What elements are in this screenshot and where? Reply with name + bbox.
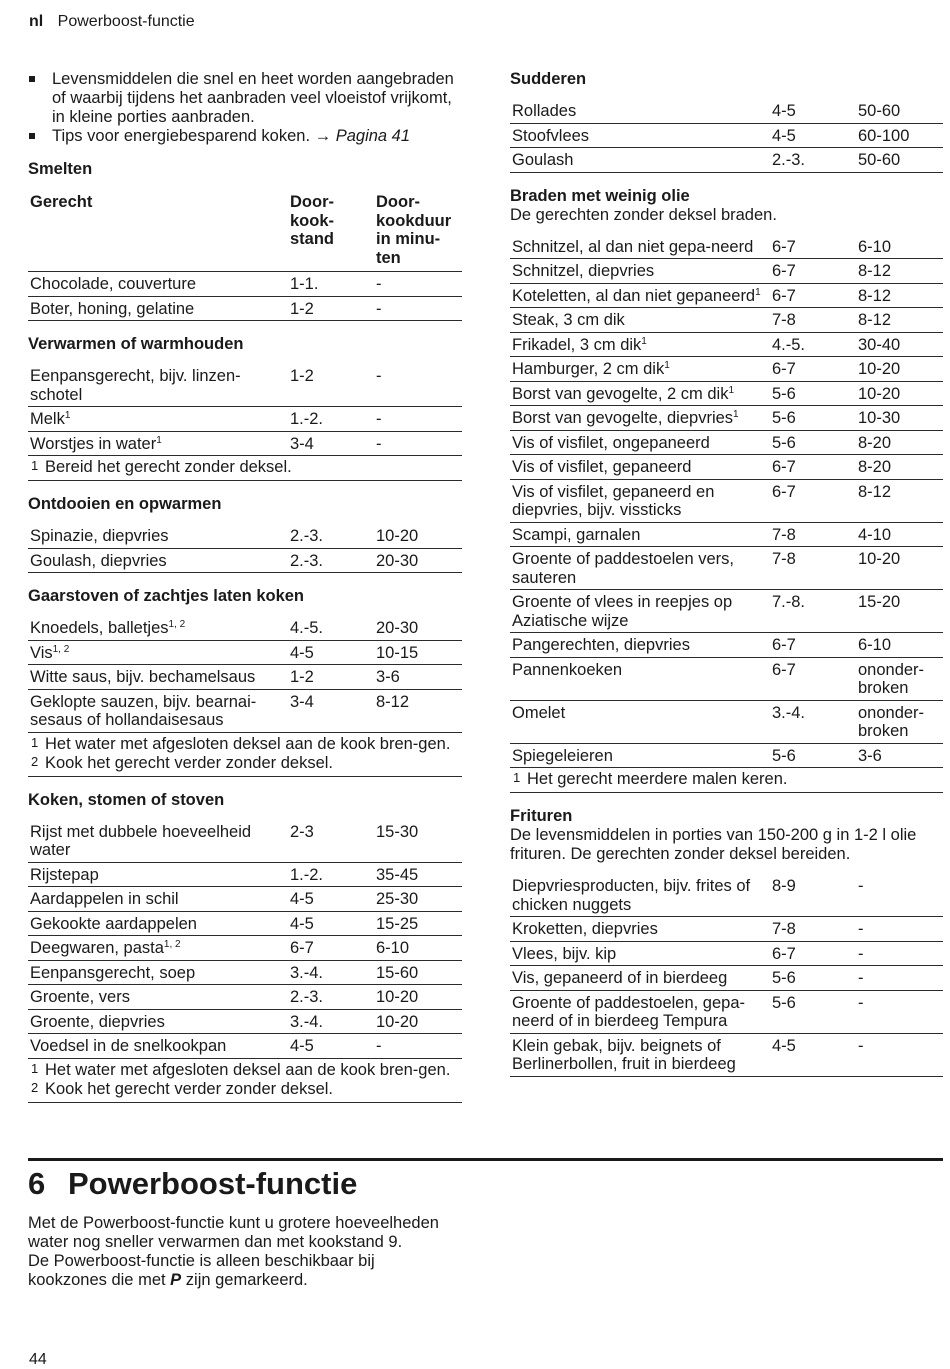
dish-cell: Vis, gepaneerd of in bierdeeg bbox=[510, 966, 770, 991]
column-header: Door-kook-stand bbox=[288, 189, 374, 272]
chapter-heading bbox=[28, 1166, 357, 1202]
footnote-marker: 1 bbox=[728, 384, 735, 396]
dish-cell: Borst van gevogelte, 2 cm dik$^1$ bbox=[510, 381, 770, 406]
table-row bbox=[28, 911, 462, 936]
duration-cell: - bbox=[856, 966, 943, 991]
table-row bbox=[510, 430, 943, 455]
duration-cell: 15-25 bbox=[374, 911, 462, 936]
setting-cell: 6-7 bbox=[770, 633, 856, 658]
setting-cell: 4-5 bbox=[288, 640, 374, 665]
table-row bbox=[28, 862, 462, 887]
duration-cell: 8-12 bbox=[856, 259, 943, 284]
footnote-marker: 1 bbox=[156, 434, 162, 446]
duration-cell: 60-100 bbox=[856, 123, 943, 148]
dish-cell: Diepvriesproducten, bijv. frites of chicken nuggets bbox=[510, 874, 770, 917]
duration-cell: 35-45 bbox=[374, 862, 462, 887]
setting-cell: 7-8 bbox=[770, 547, 856, 590]
setting-cell: 1-2 bbox=[288, 665, 374, 690]
table-section bbox=[28, 495, 462, 573]
cooking-table bbox=[28, 189, 462, 321]
dish-cell: Groente of paddestoelen, gepa-neerd of in bierdeeg Tempura bbox=[510, 990, 770, 1033]
dish-cell: Spinazie, diepvries bbox=[28, 524, 288, 548]
dish-cell: Schnitzel, al dan niet gepa-neerd bbox=[510, 235, 770, 259]
table-section bbox=[510, 807, 943, 1077]
duration-cell: 10-20 bbox=[374, 985, 462, 1010]
dish-cell: Rijst met dubbele hoeveelheid water bbox=[28, 820, 288, 863]
table-section bbox=[510, 187, 943, 794]
dish-cell: Worstjes in water$^1$ bbox=[28, 431, 288, 456]
dish-cell: Pannenkoeken bbox=[510, 657, 770, 700]
table-row bbox=[510, 283, 943, 308]
table-section bbox=[28, 335, 462, 481]
setting-cell: 5-6 bbox=[770, 406, 856, 431]
chapter-number: 6 bbox=[28, 1166, 46, 1201]
duration-cell: 10-20 bbox=[374, 524, 462, 548]
table-row bbox=[510, 406, 943, 431]
footnote-marker: 1 bbox=[733, 409, 739, 420]
duration-cell: 3-6 bbox=[856, 743, 943, 768]
footnote: 1 Het gerecht meerdere malen keren. bbox=[513, 770, 788, 788]
table-footnotes bbox=[28, 733, 462, 777]
dish-cell: Vis$^{1, 2}$ bbox=[28, 640, 288, 665]
table-row bbox=[510, 966, 943, 991]
duration-cell: 8-12 bbox=[856, 283, 943, 308]
footnote: 1 Het water met afgesloten deksel aan de kook bren-gen. bbox=[31, 734, 451, 753]
dish-cell: Vis of visfilet, ongepaneerd bbox=[510, 430, 770, 455]
duration-cell: 8-12 bbox=[374, 689, 462, 732]
footnote: 2 Kook het gerecht verder zonder deksel. bbox=[31, 1079, 334, 1098]
footnote: 1 Het water met afgesloten deksel aan de kook bren-gen. bbox=[31, 1060, 451, 1079]
duration-cell: 30-40 bbox=[856, 332, 943, 357]
table-footnotes bbox=[28, 1059, 462, 1103]
duration-cell: 4-10 bbox=[856, 522, 943, 547]
dish-cell: Pangerechten, diepvries bbox=[510, 633, 770, 658]
cooking-table bbox=[510, 874, 943, 1077]
duration-cell: ononder-broken bbox=[856, 700, 943, 743]
footnote-marker: 1 bbox=[64, 410, 71, 421]
chapter-title: Powerboost-functie bbox=[68, 1166, 358, 1201]
table-row bbox=[510, 308, 943, 333]
section-title: Sudderen bbox=[510, 70, 587, 88]
section-title: Gaarstoven of zachtjes laten koken bbox=[28, 587, 305, 605]
footnote-marker: 1, 2 bbox=[163, 939, 181, 950]
table-row bbox=[510, 332, 943, 357]
cooking-table bbox=[510, 235, 943, 769]
table-row bbox=[510, 259, 943, 284]
bullet-item: Levensmiddelen die snel en heet worden aangebraden of waarbij tijdens het aanbraden veel vloeistof vrijkomt, in kleine porties aanbraden. bbox=[28, 70, 462, 127]
setting-cell: 3-4 bbox=[288, 431, 374, 456]
dish-cell: Vlees, bijv. kip bbox=[510, 941, 770, 966]
section-intro: De gerechten zonder deksel braden. bbox=[510, 205, 777, 224]
duration-cell: 3-6 bbox=[374, 665, 462, 690]
dish-cell: Goulash, diepvries bbox=[28, 548, 288, 573]
dish-cell: Vis of visfilet, gepaneerd bbox=[510, 455, 770, 480]
duration-cell: 10-20 bbox=[374, 1009, 462, 1034]
intro-bullet-list bbox=[28, 70, 462, 146]
table-row bbox=[510, 123, 943, 148]
setting-cell: 1-1. bbox=[288, 272, 374, 297]
table-row bbox=[28, 1034, 462, 1059]
setting-cell: 1-2 bbox=[288, 296, 374, 321]
setting-cell: 4-5 bbox=[288, 911, 374, 936]
table-row bbox=[510, 941, 943, 966]
chapter-paragraph: De Powerboost-functie is alleen beschikbaar bij kookzones die met P zijn gemarkeerd. bbox=[28, 1252, 375, 1289]
setting-cell: 7.-8. bbox=[770, 590, 856, 633]
table-row bbox=[28, 548, 462, 573]
dish-cell: Stoofvlees bbox=[510, 123, 770, 148]
setting-cell: 5-6 bbox=[770, 990, 856, 1033]
dish-cell: Rollades bbox=[510, 99, 770, 123]
table-row bbox=[28, 820, 462, 863]
table-row bbox=[510, 700, 943, 743]
chapter-divider bbox=[28, 1158, 943, 1161]
dish-cell: Schnitzel, diepvries bbox=[510, 259, 770, 284]
table-row bbox=[28, 936, 462, 961]
dish-cell: Gekookte aardappelen bbox=[28, 911, 288, 936]
cooking-table bbox=[28, 364, 462, 456]
setting-cell: 4-5 bbox=[770, 99, 856, 123]
cooking-table bbox=[28, 616, 462, 733]
dish-cell: Kroketten, diepvries bbox=[510, 917, 770, 942]
table-row bbox=[28, 524, 462, 548]
duration-cell: - bbox=[374, 364, 462, 407]
dish-cell: Witte saus, bijv. bechamelsaus bbox=[28, 665, 288, 690]
dish-cell: Groente of paddestoelen vers, sauteren bbox=[510, 547, 770, 590]
duration-cell: - bbox=[856, 874, 943, 917]
language-code: nl bbox=[29, 13, 44, 30]
footnote-marker: 1, 2 bbox=[52, 643, 70, 655]
section-title: Frituren bbox=[510, 807, 573, 825]
setting-cell: 7-8 bbox=[770, 308, 856, 333]
table-row bbox=[28, 364, 462, 407]
powerboost-symbol: P bbox=[170, 1271, 182, 1289]
section-title: Koken, stomen of stoven bbox=[28, 790, 225, 809]
dish-cell: Voedsel in de snelkookpan bbox=[28, 1034, 288, 1059]
dish-cell: Melk$^1$ bbox=[28, 407, 288, 432]
chapter-paragraph: Met de Powerboost-functie kunt u grotere hoeveelheden water nog sneller verwarmen dan met kookstand 9. bbox=[28, 1214, 439, 1251]
setting-cell: 5-6 bbox=[770, 966, 856, 991]
header-title: Powerboost-functie bbox=[57, 13, 195, 30]
bullet-item: Tips voor energiebesparend koken. → Pagina 41 bbox=[28, 127, 462, 146]
setting-cell: 8-9 bbox=[770, 874, 856, 917]
table-section bbox=[28, 160, 462, 321]
duration-cell: - bbox=[856, 1033, 943, 1076]
duration-cell: ononder-broken bbox=[856, 657, 943, 700]
setting-cell: 5-6 bbox=[770, 430, 856, 455]
setting-cell: 3-4 bbox=[288, 689, 374, 732]
setting-cell: 6-7 bbox=[288, 936, 374, 961]
table-row bbox=[28, 616, 462, 640]
setting-cell: 2-3 bbox=[288, 820, 374, 863]
table-row bbox=[510, 357, 943, 382]
duration-cell: 6-10 bbox=[856, 633, 943, 658]
dish-cell: Omelet bbox=[510, 700, 770, 743]
setting-cell: 2.-3. bbox=[288, 524, 374, 548]
duration-cell: - bbox=[374, 1034, 462, 1059]
dish-cell: Groente of vlees in reepjes op Aziatische wijze bbox=[510, 590, 770, 633]
column-header: Door-kookduur in minu-ten bbox=[374, 189, 462, 272]
table-row bbox=[28, 985, 462, 1010]
duration-cell: 8-20 bbox=[856, 455, 943, 480]
duration-cell: 10-20 bbox=[856, 381, 943, 406]
table-row bbox=[510, 235, 943, 259]
setting-cell: 5-6 bbox=[770, 381, 856, 406]
setting-cell: 6-7 bbox=[770, 259, 856, 284]
page-reference-link[interactable]: → Pagina 41 bbox=[314, 127, 411, 145]
dish-cell: Hamburger, 2 cm dik$^1$ bbox=[510, 357, 770, 382]
table-row bbox=[510, 148, 943, 173]
table-row bbox=[28, 887, 462, 912]
setting-cell: 6-7 bbox=[770, 235, 856, 259]
duration-cell: 8-12 bbox=[856, 308, 943, 333]
table-row bbox=[28, 431, 462, 456]
table-row bbox=[510, 381, 943, 406]
duration-cell: - bbox=[374, 296, 462, 321]
setting-cell: 1.-2. bbox=[288, 407, 374, 432]
duration-cell: - bbox=[856, 941, 943, 966]
setting-cell: 4-5 bbox=[288, 1034, 374, 1059]
table-row bbox=[28, 407, 462, 432]
table-row bbox=[510, 479, 943, 522]
table-row bbox=[510, 990, 943, 1033]
setting-cell: 5-6 bbox=[770, 743, 856, 768]
setting-cell: 6-7 bbox=[770, 479, 856, 522]
dish-cell: Eenpansgerecht, bijv. linzen-schotel bbox=[28, 364, 288, 407]
duration-cell: 10-20 bbox=[856, 547, 943, 590]
dish-cell: Goulash bbox=[510, 148, 770, 173]
table-section bbox=[28, 791, 462, 1103]
dish-cell: Borst van gevogelte, diepvries$^1$ bbox=[510, 406, 770, 431]
setting-cell: 3.-4. bbox=[288, 1009, 374, 1034]
duration-cell: - bbox=[856, 917, 943, 942]
duration-cell: 50-60 bbox=[856, 99, 943, 123]
footnote-marker: 1 bbox=[641, 335, 647, 347]
setting-cell: 3.-4. bbox=[288, 960, 374, 985]
table-row bbox=[28, 272, 462, 297]
duration-cell: 15-30 bbox=[374, 820, 462, 863]
page-number: 44 bbox=[29, 1351, 47, 1368]
footnote-marker: 1 bbox=[755, 286, 761, 298]
duration-cell: 10-15 bbox=[374, 640, 462, 665]
dish-cell: Steak, 3 cm dik bbox=[510, 308, 770, 333]
table-row bbox=[28, 665, 462, 690]
dish-cell: Koteletten, al dan niet gepaneerd$^1$ bbox=[510, 283, 770, 308]
dish-cell: Groente, vers bbox=[28, 985, 288, 1010]
setting-cell: 1.-2. bbox=[288, 862, 374, 887]
dish-cell: Aardappelen in schil bbox=[28, 887, 288, 912]
setting-cell: 4-5 bbox=[770, 1033, 856, 1076]
section-title: Ontdooien en opwarmen bbox=[28, 495, 222, 513]
setting-cell: 6-7 bbox=[770, 657, 856, 700]
section-title: Verwarmen of warmhouden bbox=[28, 335, 244, 353]
setting-cell: 4.-5. bbox=[288, 616, 374, 640]
table-row bbox=[510, 874, 943, 917]
setting-cell: 6-7 bbox=[770, 357, 856, 382]
table-header-row bbox=[28, 189, 462, 272]
table-row bbox=[510, 633, 943, 658]
dish-cell: Geklopte sauzen, bijv. bearnai-sesaus of hollandaisesaus bbox=[28, 689, 288, 732]
setting-cell: 6-7 bbox=[770, 283, 856, 308]
cooking-table bbox=[28, 524, 462, 573]
setting-cell: 2.-3. bbox=[770, 148, 856, 173]
table-row bbox=[510, 917, 943, 942]
table-row bbox=[510, 590, 943, 633]
cooking-table bbox=[28, 820, 462, 1059]
duration-cell: 10-30 bbox=[856, 406, 943, 431]
table-footnotes bbox=[28, 456, 462, 481]
running-header bbox=[29, 12, 195, 31]
duration-cell: 6-10 bbox=[374, 936, 462, 961]
table-footnotes bbox=[510, 768, 943, 793]
duration-cell: - bbox=[374, 272, 462, 297]
chapter-body bbox=[28, 1214, 458, 1290]
duration-cell: 15-20 bbox=[856, 590, 943, 633]
footnote: 1 Bereid het gerecht zonder deksel. bbox=[31, 458, 292, 476]
dish-cell: Knoedels, balletjes$^{1, 2}$ bbox=[28, 616, 288, 640]
table-row bbox=[510, 547, 943, 590]
dish-cell: Vis of visfilet, gepaneerd en diepvries, bijv. vissticks bbox=[510, 479, 770, 522]
setting-cell: 7-8 bbox=[770, 917, 856, 942]
dish-cell: Groente, diepvries bbox=[28, 1009, 288, 1034]
table-row bbox=[510, 522, 943, 547]
setting-cell: 6-7 bbox=[770, 941, 856, 966]
setting-cell: 3.-4. bbox=[770, 700, 856, 743]
footnote-marker: 1, 2 bbox=[168, 619, 186, 630]
dish-cell: Klein gebak, bijv. beignets of Berlinerbollen, fruit in bierdeeg bbox=[510, 1033, 770, 1076]
setting-cell: 4-5 bbox=[288, 887, 374, 912]
left-sections bbox=[28, 160, 462, 1103]
setting-cell: 2.-3. bbox=[288, 548, 374, 573]
table-row bbox=[510, 99, 943, 123]
duration-cell: 50-60 bbox=[856, 148, 943, 173]
dish-cell: Chocolade, couverture bbox=[28, 272, 288, 297]
dish-cell: Frikadel, 3 cm dik$^1$ bbox=[510, 332, 770, 357]
duration-cell: - bbox=[856, 990, 943, 1033]
duration-cell: 20-30 bbox=[374, 548, 462, 573]
duration-cell: 10-20 bbox=[856, 357, 943, 382]
table-section bbox=[28, 587, 462, 777]
table-section bbox=[510, 70, 943, 173]
section-title: Smelten bbox=[28, 160, 93, 178]
dish-cell: Boter, honing, gelatine bbox=[28, 296, 288, 321]
duration-cell: 20-30 bbox=[374, 616, 462, 640]
dish-cell: Eenpansgerecht, soep bbox=[28, 960, 288, 985]
table-row bbox=[28, 296, 462, 321]
setting-cell: 4-5 bbox=[770, 123, 856, 148]
dish-cell: Scampi, garnalen bbox=[510, 522, 770, 547]
setting-cell: 1-2 bbox=[288, 364, 374, 407]
setting-cell: 6-7 bbox=[770, 455, 856, 480]
setting-cell: 7-8 bbox=[770, 522, 856, 547]
right-column bbox=[510, 70, 943, 1091]
dish-cell: Spiegeleieren bbox=[510, 743, 770, 768]
setting-cell: 4.-5. bbox=[770, 332, 856, 357]
duration-cell: - bbox=[374, 407, 462, 432]
table-row bbox=[28, 640, 462, 665]
duration-cell: 15-60 bbox=[374, 960, 462, 985]
cooking-table bbox=[510, 99, 943, 173]
right-sections bbox=[510, 70, 943, 1077]
duration-cell: 25-30 bbox=[374, 887, 462, 912]
duration-cell: 6-10 bbox=[856, 235, 943, 259]
duration-cell: 8-12 bbox=[856, 479, 943, 522]
duration-cell: 8-20 bbox=[856, 430, 943, 455]
table-row bbox=[28, 1009, 462, 1034]
table-row bbox=[510, 1033, 943, 1076]
footnote-marker: 1 bbox=[664, 360, 670, 371]
table-row bbox=[510, 657, 943, 700]
table-row bbox=[510, 743, 943, 768]
column-header: Gerecht bbox=[28, 189, 288, 272]
left-column bbox=[28, 70, 462, 1117]
table-row bbox=[510, 455, 943, 480]
table-row bbox=[28, 689, 462, 732]
section-intro: De levensmiddelen in porties van 150-200 g in 1-2 l olie frituren. De gerechten zonder deksel bereiden. bbox=[510, 826, 917, 863]
footnote: 2 Kook het gerecht verder zonder deksel. bbox=[31, 753, 334, 772]
dish-cell: Rijstepap bbox=[28, 862, 288, 887]
dish-cell: Deegwaren, pasta$^{1, 2}$ bbox=[28, 936, 288, 961]
duration-cell: - bbox=[374, 431, 462, 456]
section-title: Braden met weinig olie bbox=[510, 186, 690, 205]
setting-cell: 2.-3. bbox=[288, 985, 374, 1010]
table-row bbox=[28, 960, 462, 985]
